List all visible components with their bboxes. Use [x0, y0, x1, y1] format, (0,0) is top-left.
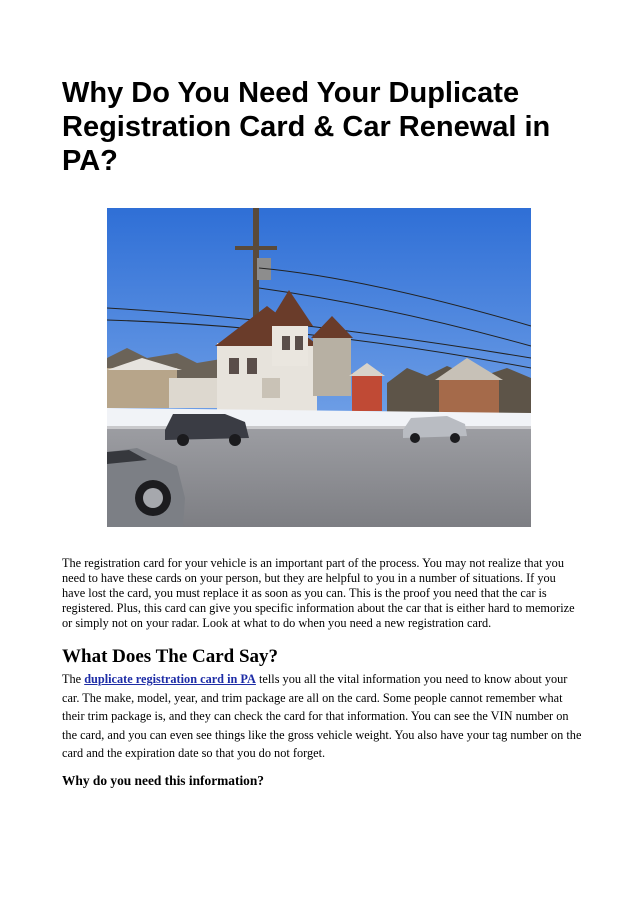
section-heading-why-need-info: Why do you need this information? [62, 773, 265, 788]
duplicate-registration-link[interactable]: duplicate registration card in PA [84, 672, 256, 686]
section-heading-what-does-card-say: What Does The Card Say? [62, 646, 279, 667]
street-photo [107, 208, 531, 527]
article-title: Why Do You Need Your Duplicate Registration Card & Car Renewal in PA? [62, 77, 551, 177]
section-paragraph-card-details [62, 670, 582, 763]
intro-paragraph: The registration card for your vehicle is an important part of the process. You may not realize that you need to have these cards on your person, but they are helpful to you in a number of situations. If you have lost the card, you must replace it as soon as you can. This is the proof you need that the car is registered. Plus, this card can give you specific information about the car that is either hard to memorize or simply not on your radar. Look at what to do when you need a new registration card. [62, 556, 575, 630]
paragraph-text-before-link: The [62, 672, 85, 686]
paragraph-text-after-link: tells you all the vital information you need to know about your car. The make, model, year, and trim package are all on the card. Some people cannot remember what their trim package is, and they can check the card for that information. You can see the VIN number on the card, and you can even see things like the gross vehicle weight. You also have your tag number on the card and the expiration date so that you do not forget. [62, 672, 582, 760]
